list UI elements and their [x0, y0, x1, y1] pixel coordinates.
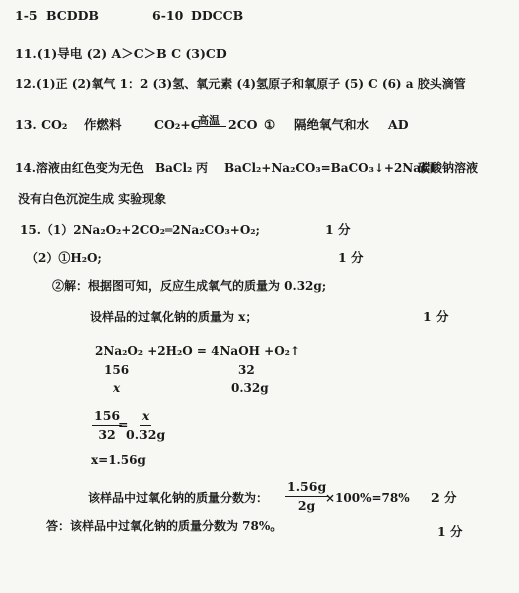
q15-final-answer: 答：该样品中过氧化钠的质量分数为 78%。 — [46, 519, 283, 533]
q15-ratio-right-den: 0.32g — [126, 426, 166, 442]
q14-line2: 没有白色沉淀生成 实验现象 — [18, 192, 167, 206]
q15-percent-num: 1.56g — [285, 481, 328, 497]
q14-choice: 丙 — [196, 161, 209, 175]
q15-equation: 2Na₂O₂ +2H₂O = 4NaOH +O₂↑ — [95, 344, 300, 358]
q15-setup-score: 1 分 — [423, 309, 449, 324]
q1-5-answers: BCDDB — [46, 8, 99, 23]
q15-solution-intro: ②解：根据图可知，反应生成氧气的质量为 0.32g; — [52, 279, 327, 293]
q13-use: 作燃料 — [84, 117, 122, 132]
q15-percent-label: 该样品中过氧化钠的质量分数为： — [88, 491, 269, 505]
q15-final-score: 1 分 — [437, 524, 463, 539]
q15-x-result: x=1.56g — [91, 453, 146, 467]
q15-mass-32: 32 — [238, 363, 255, 377]
q6-10-answers: DDCCB — [191, 8, 244, 23]
q14-equation: BaCl₂+Na₂CO₃=BaCO₃↓+2NaCl — [224, 161, 436, 175]
q13-method: 隔绝氧气和水 — [294, 117, 370, 132]
q13-eq-line — [194, 126, 226, 127]
q15-mass-032g: 0.32g — [231, 381, 269, 395]
q15-setup: 设样品的过氧化钠的质量为 x； — [90, 310, 258, 324]
q15-part2: （2）①H₂O; — [26, 251, 102, 265]
q15-ratio-left-num: 156 — [92, 410, 122, 426]
q11-answer: 11.(1)导电 (2) A＞C＞B C (3)CD — [15, 46, 227, 61]
q15-part2-score: 1 分 — [338, 250, 364, 265]
q15-ratio-equals: = — [118, 417, 129, 432]
q15-mass-156: 156 — [104, 363, 130, 377]
q13-choice: AD — [388, 117, 409, 132]
q15-ratio-left-den: 32 — [98, 426, 116, 442]
q13-eq-condition: 高温 — [198, 114, 220, 127]
q12-answer: 12.(1)正 (2)氧气 1：2 (3)氢、氧元素 (4)氢原子和氧原子 (5) C (6) a 胶头滴管 — [15, 77, 466, 91]
q15-percent-den: 2g — [297, 497, 316, 513]
q15-unknown-x: x — [113, 381, 121, 395]
q14-phenomenon: 14.溶液由红色变为无色 — [15, 161, 144, 175]
q14-solution: 碳酸钠溶液 — [418, 161, 479, 175]
q15-percent-fraction — [285, 481, 328, 512]
q13-eq-right: 2CO — [228, 117, 258, 132]
q13-eq-left: CO₂+C — [154, 117, 201, 132]
q15-ratio-right — [126, 410, 165, 441]
q6-10-label: 6-10 — [152, 8, 184, 23]
q15-percent-score: 2 分 — [431, 490, 457, 505]
q13-label: 13. CO₂ — [15, 117, 68, 132]
q15-part1: 15.（1）2Na₂O₂+2CO₂═2Na₂CO₃+O₂; — [20, 223, 260, 237]
q1-5-label: 1-5 — [15, 8, 38, 23]
q15-part1-score: 1 分 — [325, 222, 351, 237]
q15-percent-tail: ×100%=78% — [325, 491, 410, 505]
q13-circle-1: ① — [264, 117, 276, 132]
q15-ratio-right-num: x — [140, 410, 151, 426]
q14-reagent: BaCl₂ — [155, 161, 193, 175]
